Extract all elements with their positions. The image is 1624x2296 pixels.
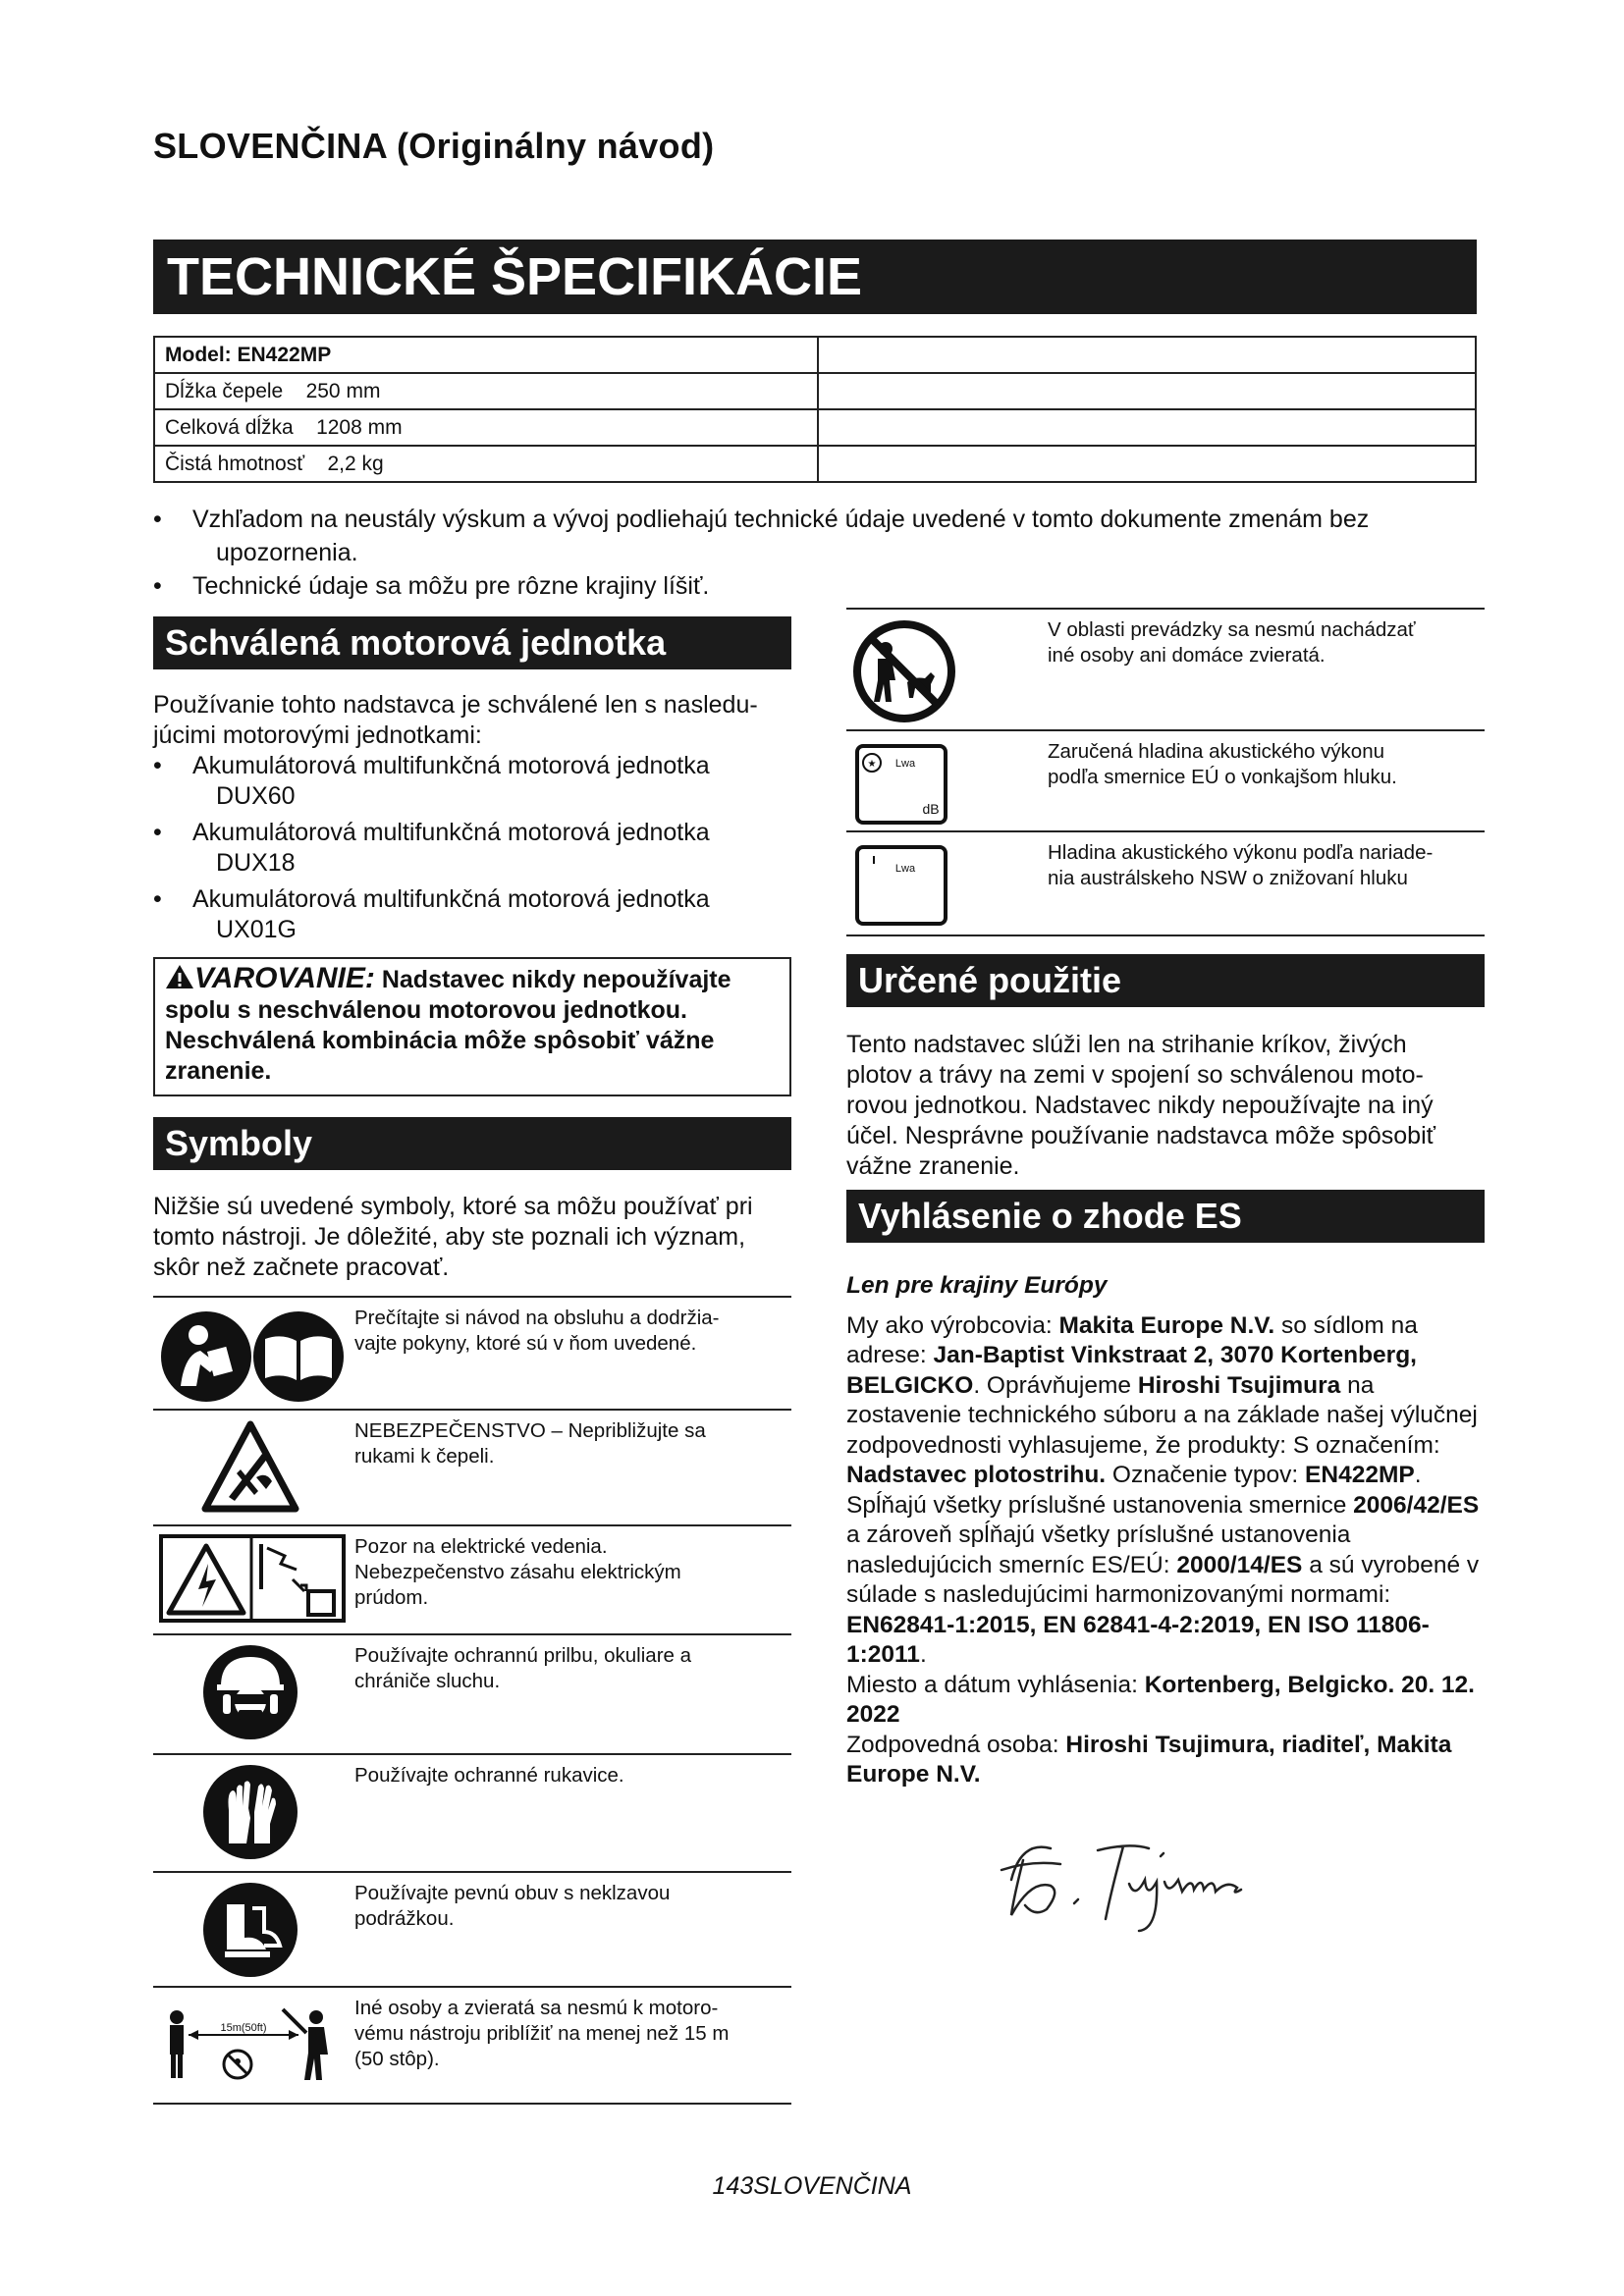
intended-use-title: Určené použitie <box>846 954 1485 1007</box>
declaration-body: Len pre krajiny Európy My ako výrobcovia: Makita Europe N.V. so sídlom na adrese: Jan-Baptist Vinkstraat 2, 3070 Kortenberg, BELGICKO. Oprávňujeme Hiroshi Tsujimura na zostavenie technického súboru a na základe našej výlučnej zodpovednosti vyhlasujeme, že produkty: S označením: Nadstavec plotostrihu. Označenie typov: EN422MP. Spĺňajú všetky príslušné ustanovenia smernice 2006/42/ES a zároveň spĺňajú všetky príslušné ustanovenia nasledujúcich smerníc ES/EÚ: 2000/14/ES a sú vyrobené v súlade s nasledujúcimi harmonizovanými normami: EN62841-1:2015, EN 62841-4-2:2019, EN ISO 11806-1:2011. Miesto a dátum vyhlásenia: Kortenberg, Belgicko. 20. 12. 2022 Zodpovedná osoba: Hiroshi Tsujimura, riaditeľ, Makita Europe N.V. <box>846 1271 1485 1790</box>
spec-value: 250 mm <box>305 379 381 402</box>
right-symbols-table <box>846 608 1485 936</box>
language-title: SLOVENČINA (Originálny návod) <box>153 126 715 166</box>
spec-label: Čistá hmotnosť <box>165 452 305 475</box>
spec-value: 2,2 kg <box>327 452 384 475</box>
table-row: 15m(50ft) Iné osoby a zvieratá sa nesmú k motoro- vému nástroju priblížiť na menej než 15 m (50 stôp). <box>153 1986 791 2105</box>
list-item: • Akumulátorová multifunkčná motorová jednotka DUX60 <box>153 751 801 812</box>
warning-triangle-icon <box>165 964 194 989</box>
signature <box>992 1821 1326 1939</box>
table-row: ★ Lwa dB Zaručená hladina akustického výkonu podľa smernice EÚ o vonkajšom hluku. <box>846 729 1485 832</box>
table-row: Pozor na elektrické vedenia. Nebezpečenstvo zásahu elektrickým prúdom. <box>153 1524 791 1635</box>
page-number: 143 <box>712 2172 754 2200</box>
symbols-title: Symboly <box>153 1117 791 1170</box>
table-row: NEBEZPEČENSTVO – Nepribližujte sa rukami k čepeli. <box>153 1409 791 1526</box>
list-item: • Akumulátorová multifunkčná motorová jednotka DUX18 <box>153 818 801 879</box>
icon-label: Lwa <box>894 758 916 770</box>
table-row: Používajte ochrannú prilbu, okuliare a chrániče sluchu. <box>153 1633 791 1755</box>
no-persons-animals-icon <box>852 619 956 723</box>
blade-hazard-icon <box>157 1420 344 1515</box>
specs-title: TECHNICKÉ ŠPECIFIKÁCIE <box>153 240 1477 314</box>
spec-label: Dĺžka čepele <box>165 379 284 402</box>
approved-unit-title: Schválená motorová jednotka <box>153 616 791 669</box>
declaration-title: Vyhlásenie o zhode ES <box>846 1190 1485 1243</box>
electric-lines-icon <box>159 1534 346 1623</box>
list-item: • Technické údaje sa môžu pre rôzne krajiny líšiť. <box>153 569 1477 603</box>
list-item: • Akumulátorová multifunkčná motorová jednotka UX01G <box>153 884 801 945</box>
noise-level-nsw-icon <box>854 844 948 927</box>
helmet-goggles-ear-icon <box>157 1643 344 1741</box>
table-row <box>154 337 1476 373</box>
table-row: Prečítajte si návod na obsluhu a dodržia- vajte pokyny, ktoré sú v ňom uvedené. <box>153 1296 791 1411</box>
approved-unit-intro: Používanie tohto nadstavca je schválené len s nasledu- júcimi motorovými jednotkami: • Akumulátorová multifunkčná motorová jednotka DUX60 • Akumulátorová multifunkčná motorová jednotka DUX18 • Akumulátorová multifunkčná motorová jednotka UX01G <box>153 690 801 945</box>
guaranteed-noise-icon <box>854 743 948 826</box>
spec-label: Celková dĺžka <box>165 415 294 439</box>
list-item: • Vzhľadom na neustály výskum a vývoj podliehajú technické údaje uvedené v tomto dokumente zmenám bez upozornenia. <box>153 503 1477 569</box>
warning-label: VAROVANIE: <box>194 962 375 994</box>
page-footer <box>0 2172 1624 2201</box>
declaration-subtitle: Len pre krajiny Európy <box>846 1272 1108 1299</box>
model-label: Model: EN422MP <box>165 343 332 366</box>
table-row <box>154 446 1476 482</box>
svg-text:★: ★ <box>867 759 877 770</box>
icon-label: Lwa <box>894 863 916 875</box>
keep-distance-icon <box>159 2005 346 2094</box>
boots-icon <box>157 1881 344 1979</box>
svg-text:dB: dB <box>922 801 940 817</box>
table-row <box>154 373 1476 409</box>
warning-box: VAROVANIE: Nadstavec nikdy nepoužívajte spolu s neschválenou motorovou jednotkou. Neschválená kombinácia môže spôsobiť vážne zranenie. <box>153 957 791 1096</box>
spec-value: 1208 mm <box>316 415 403 439</box>
symbols-intro: Nižšie sú uvedené symboly, ktoré sa môžu používať pri tomto nástroji. Je dôležité, aby ste poznali ich význam, skôr než začnete pracovať. <box>153 1193 753 1281</box>
table-row: Používajte pevnú obuv s neklzavou podrážkou. <box>153 1871 791 1988</box>
specs-table <box>153 336 1477 483</box>
table-row: V oblasti prevádzky sa nesmú nachádzať iné osoby ani domáce zvieratá. <box>846 608 1485 731</box>
distance-label: 15m(50ft) <box>220 2022 267 2034</box>
table-row: Používajte ochranné rukavice. <box>153 1753 791 1873</box>
intended-use-text: Tento nadstavec slúži len na strihanie kríkov, živých plotov a trávy na zemi v spojení so schválenou moto- rovou jednotkou. Nadstavec nikdy nepoužívajte na iný účel. Nesprávne používanie nadstavca môže spôsobiť vážne zranenie. <box>846 1031 1435 1180</box>
spec-notes <box>153 503 1477 603</box>
table-row: Lwa Hladina akustického výkonu podľa nariade- nia austrálskeho NSW o znižovaní hluku <box>846 830 1485 936</box>
gloves-icon <box>157 1763 344 1861</box>
symbols-table <box>153 1296 791 2103</box>
table-row <box>154 409 1476 446</box>
read-manual-icon <box>159 1309 346 1404</box>
page-footer-label: SLOVENČINA <box>753 2172 912 2200</box>
